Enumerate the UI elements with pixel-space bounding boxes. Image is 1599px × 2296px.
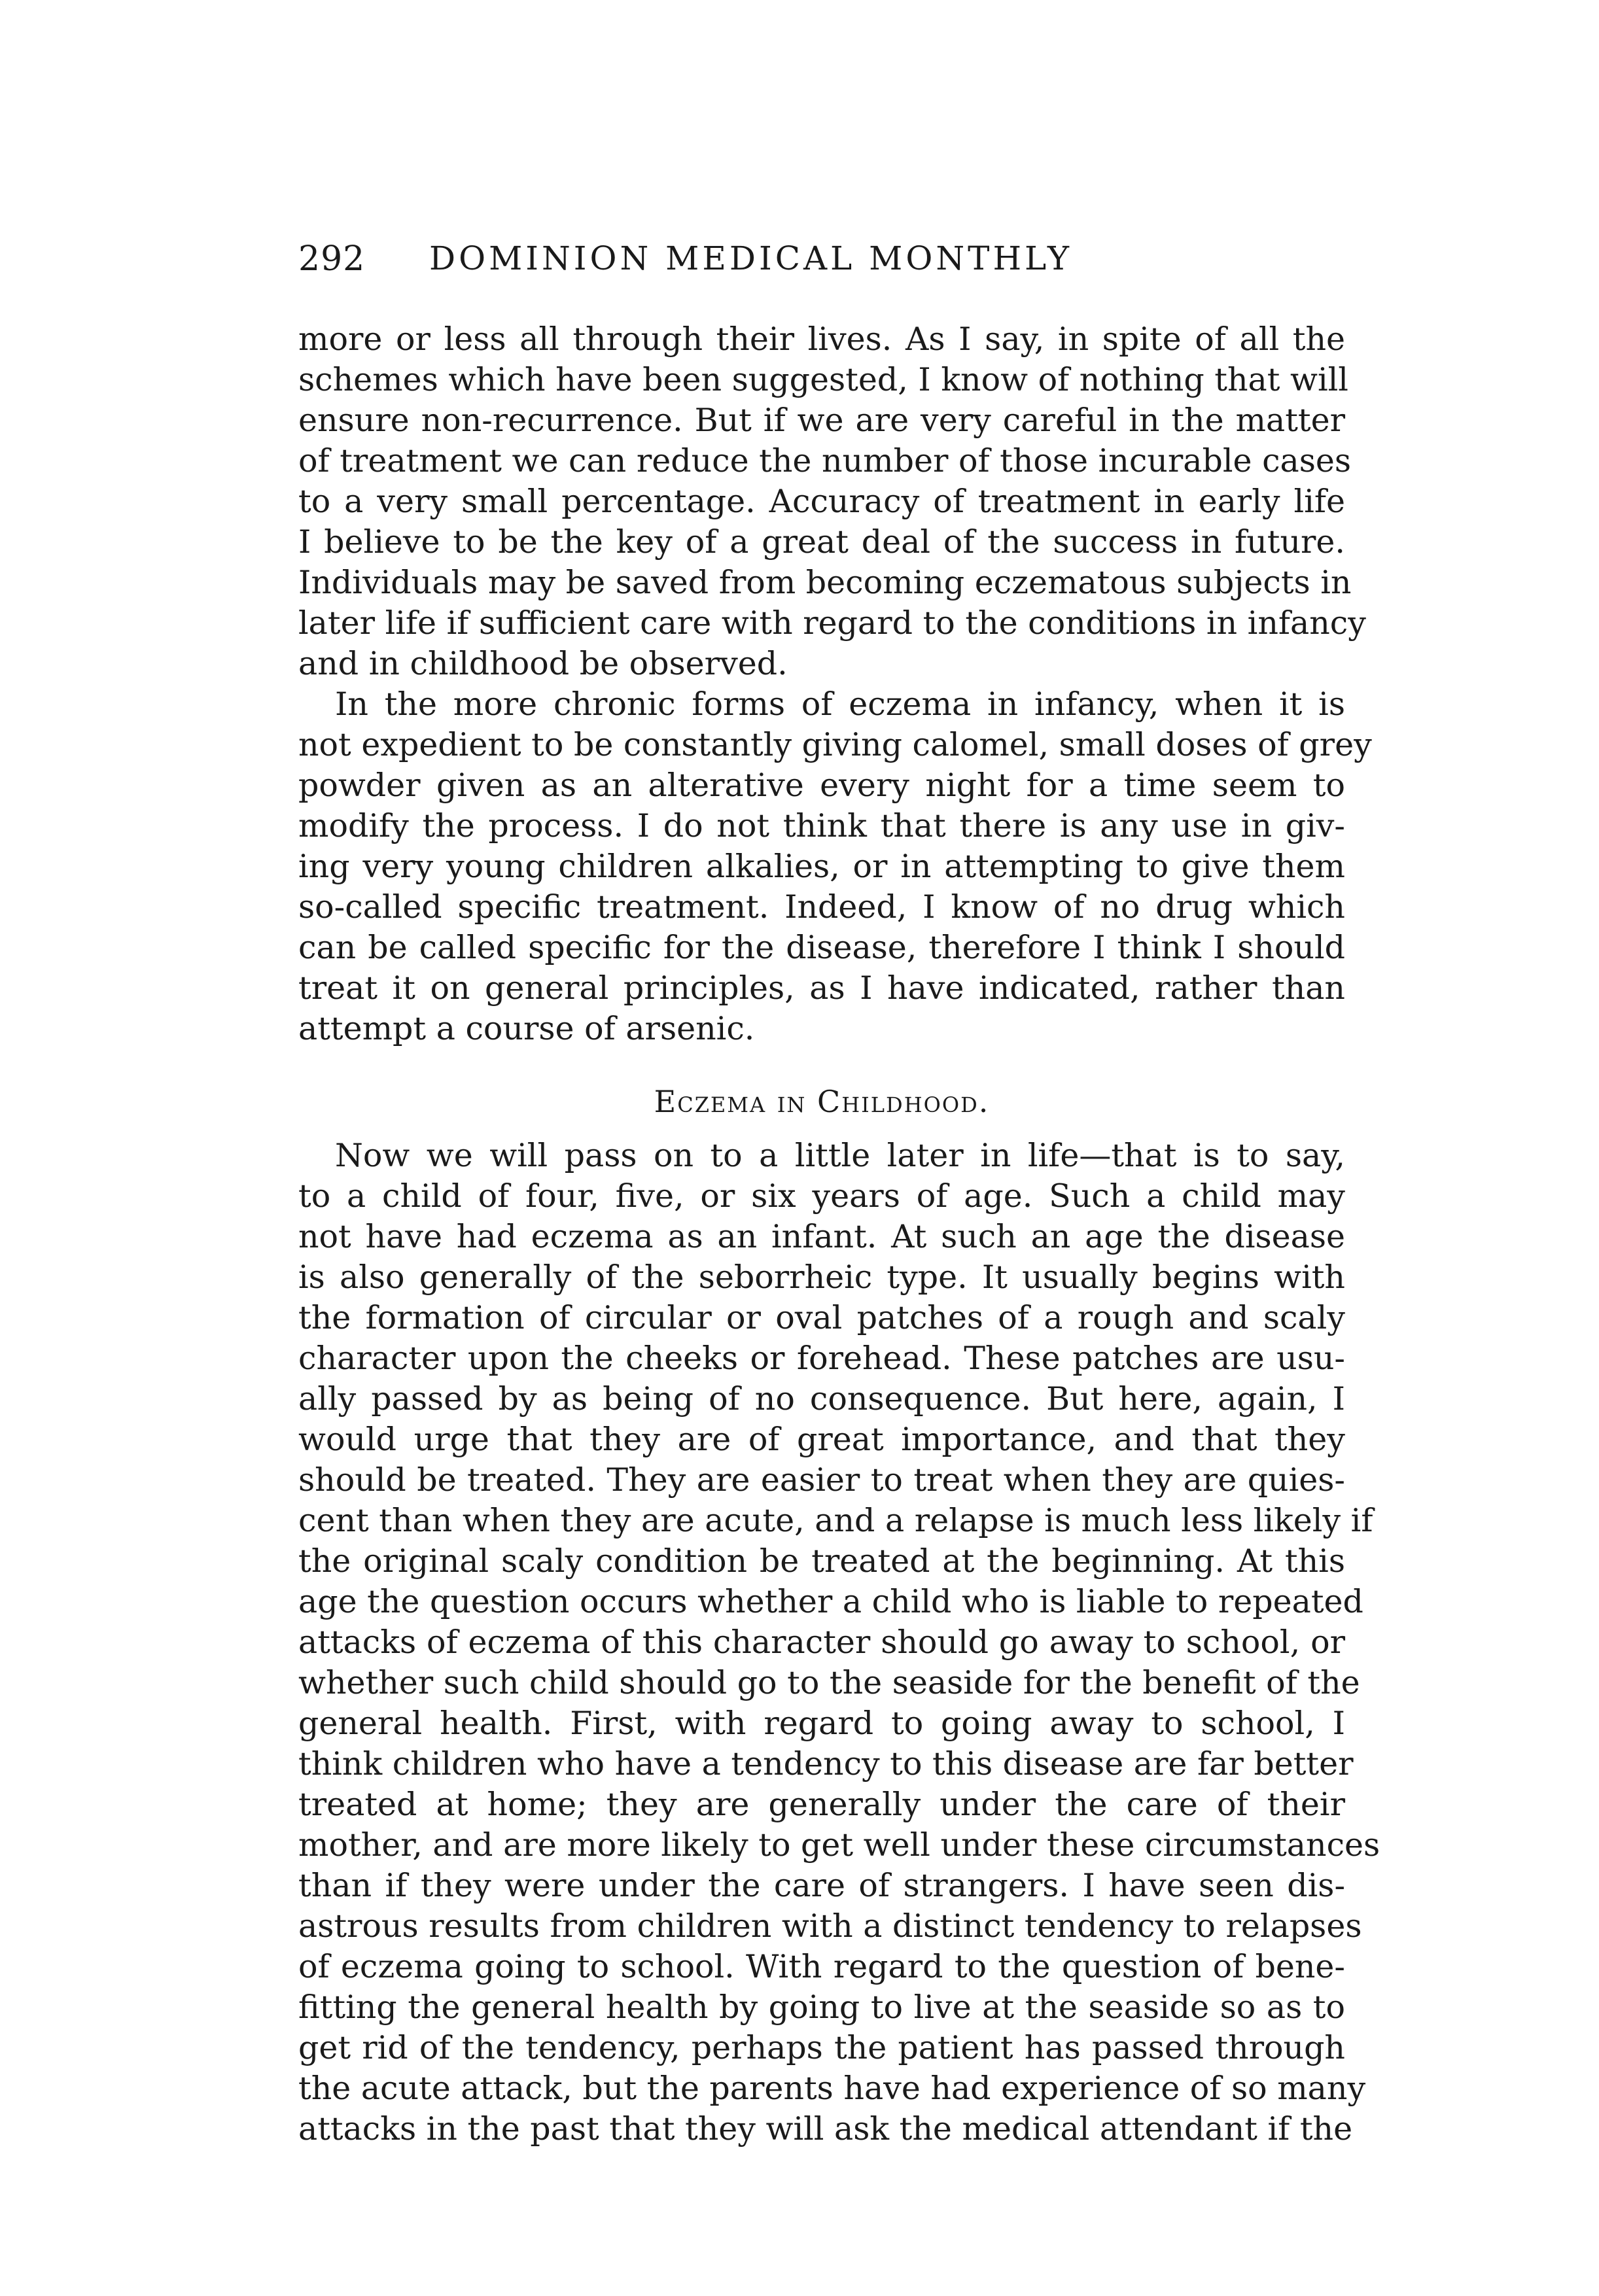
text-line: schemes which have been suggested, I know of nothing that will — [298, 361, 1348, 398]
text-line: than if they were under the care of strangers. I have seen dis- — [298, 1867, 1345, 1904]
text-line: the formation of circular or oval patches of a rough and scaly — [298, 1299, 1345, 1336]
text-line: to a very small percentage. Accuracy of treatment in early life — [298, 483, 1345, 520]
text-line: to a child of four, five, or six years of age. Such a child may — [298, 1177, 1345, 1215]
text-line: fitting the general health by going to live at the seaside so as to — [298, 1989, 1345, 2026]
paragraph-2 — [298, 684, 1372, 1049]
text-line: later life if sufficient care with regard to the conditions in infancy — [298, 604, 1366, 642]
running-title: DOMINION MEDICAL MONTHLY — [429, 239, 1073, 277]
text-line: ally passed by as being of no consequence. But here, again, I — [298, 1380, 1345, 1418]
text-line: think children who have a tendency to this disease are far better — [298, 1745, 1354, 1783]
text-line: general health. First, with regard to going away to school, I — [298, 1705, 1345, 1742]
text-line: Now we will pass on to a little later in life—that is to say, — [335, 1137, 1345, 1174]
text-line: treat it on general principles, as I have indicated, rather than — [298, 969, 1345, 1007]
text-line: I believe to be the key of a great deal of the success in future. — [298, 523, 1345, 561]
text-line: attacks in the past that they will ask the medical attendant if the — [298, 2110, 1353, 2148]
page-header — [298, 239, 1397, 285]
text-line: the original scaly condition be treated at the beginning. At this — [298, 1542, 1345, 1580]
paragraph-1 — [298, 319, 1366, 684]
text-line: Individuals may be saved from becoming eczematous subjects in — [298, 564, 1352, 601]
text-line: In the more chronic forms of eczema in infancy, when it is — [335, 686, 1345, 723]
text-line: ensure non-recurrence. But if we are very careful in the matter — [298, 402, 1345, 439]
text-line: not expedient to be constantly giving calomel, small doses of grey — [298, 726, 1372, 763]
page-number: 292 — [298, 239, 366, 279]
text-line: character upon the cheeks or forehead. These patches are usu- — [298, 1340, 1345, 1377]
text-line: not have had eczema as an infant. At such an age the disease — [298, 1218, 1345, 1255]
text-line: age the question occurs whether a child who is liable to repeated — [298, 1583, 1363, 1620]
text-line: can be called specific for the disease, therefore I think I should — [298, 929, 1345, 966]
text-line: would urge that they are of great importance, and that they — [298, 1421, 1345, 1458]
text-line: so-called specific treatment. Indeed, I know of no drug which — [298, 888, 1345, 926]
section-heading: Eczema in Childhood. — [654, 1084, 990, 1119]
text-line: the acute attack, but the parents have had experience of so many — [298, 2070, 1366, 2107]
text-line: of treatment we can reduce the number of those incurable cases — [298, 442, 1352, 479]
text-line: and in childhood be observed. — [298, 645, 788, 682]
text-line: get rid of the tendency, perhaps the patient has passed through — [298, 2029, 1345, 2066]
text-line: modify the process. I do not think that there is any use in giv- — [298, 807, 1345, 844]
text-line: powder given as an alterative every night for a time seem to — [298, 767, 1345, 804]
text-line: astrous results from children with a distinct tendency to relapses — [298, 1907, 1362, 1945]
text-line: mother, and are more likely to get well under these circumstances — [298, 1826, 1380, 1864]
text-line: attacks of eczema of this character should go away to school, or — [298, 1624, 1345, 1661]
paragraph-3 — [298, 1136, 1380, 2149]
text-line: cent than when they are acute, and a relapse is much less likely if — [298, 1502, 1373, 1539]
text-line: is also generally of the seborrheic type. It usually begins with — [298, 1259, 1345, 1296]
text-line: treated at home; they are generally under the care of their — [298, 1786, 1345, 1823]
text-line: whether such child should go to the seaside for the benefit of the — [298, 1664, 1360, 1701]
text-line: ing very young children alkalies, or in attempting to give them — [298, 848, 1345, 885]
text-line: more or less all through their lives. As I say, in spite of all the — [298, 321, 1345, 358]
text-line: attempt a course of arsenic. — [298, 1010, 755, 1047]
text-line: of eczema going to school. With regard to the question of bene- — [298, 1948, 1345, 1985]
text-line: should be treated. They are easier to treat when they are quies- — [298, 1461, 1345, 1499]
body-text — [298, 319, 1380, 2149]
